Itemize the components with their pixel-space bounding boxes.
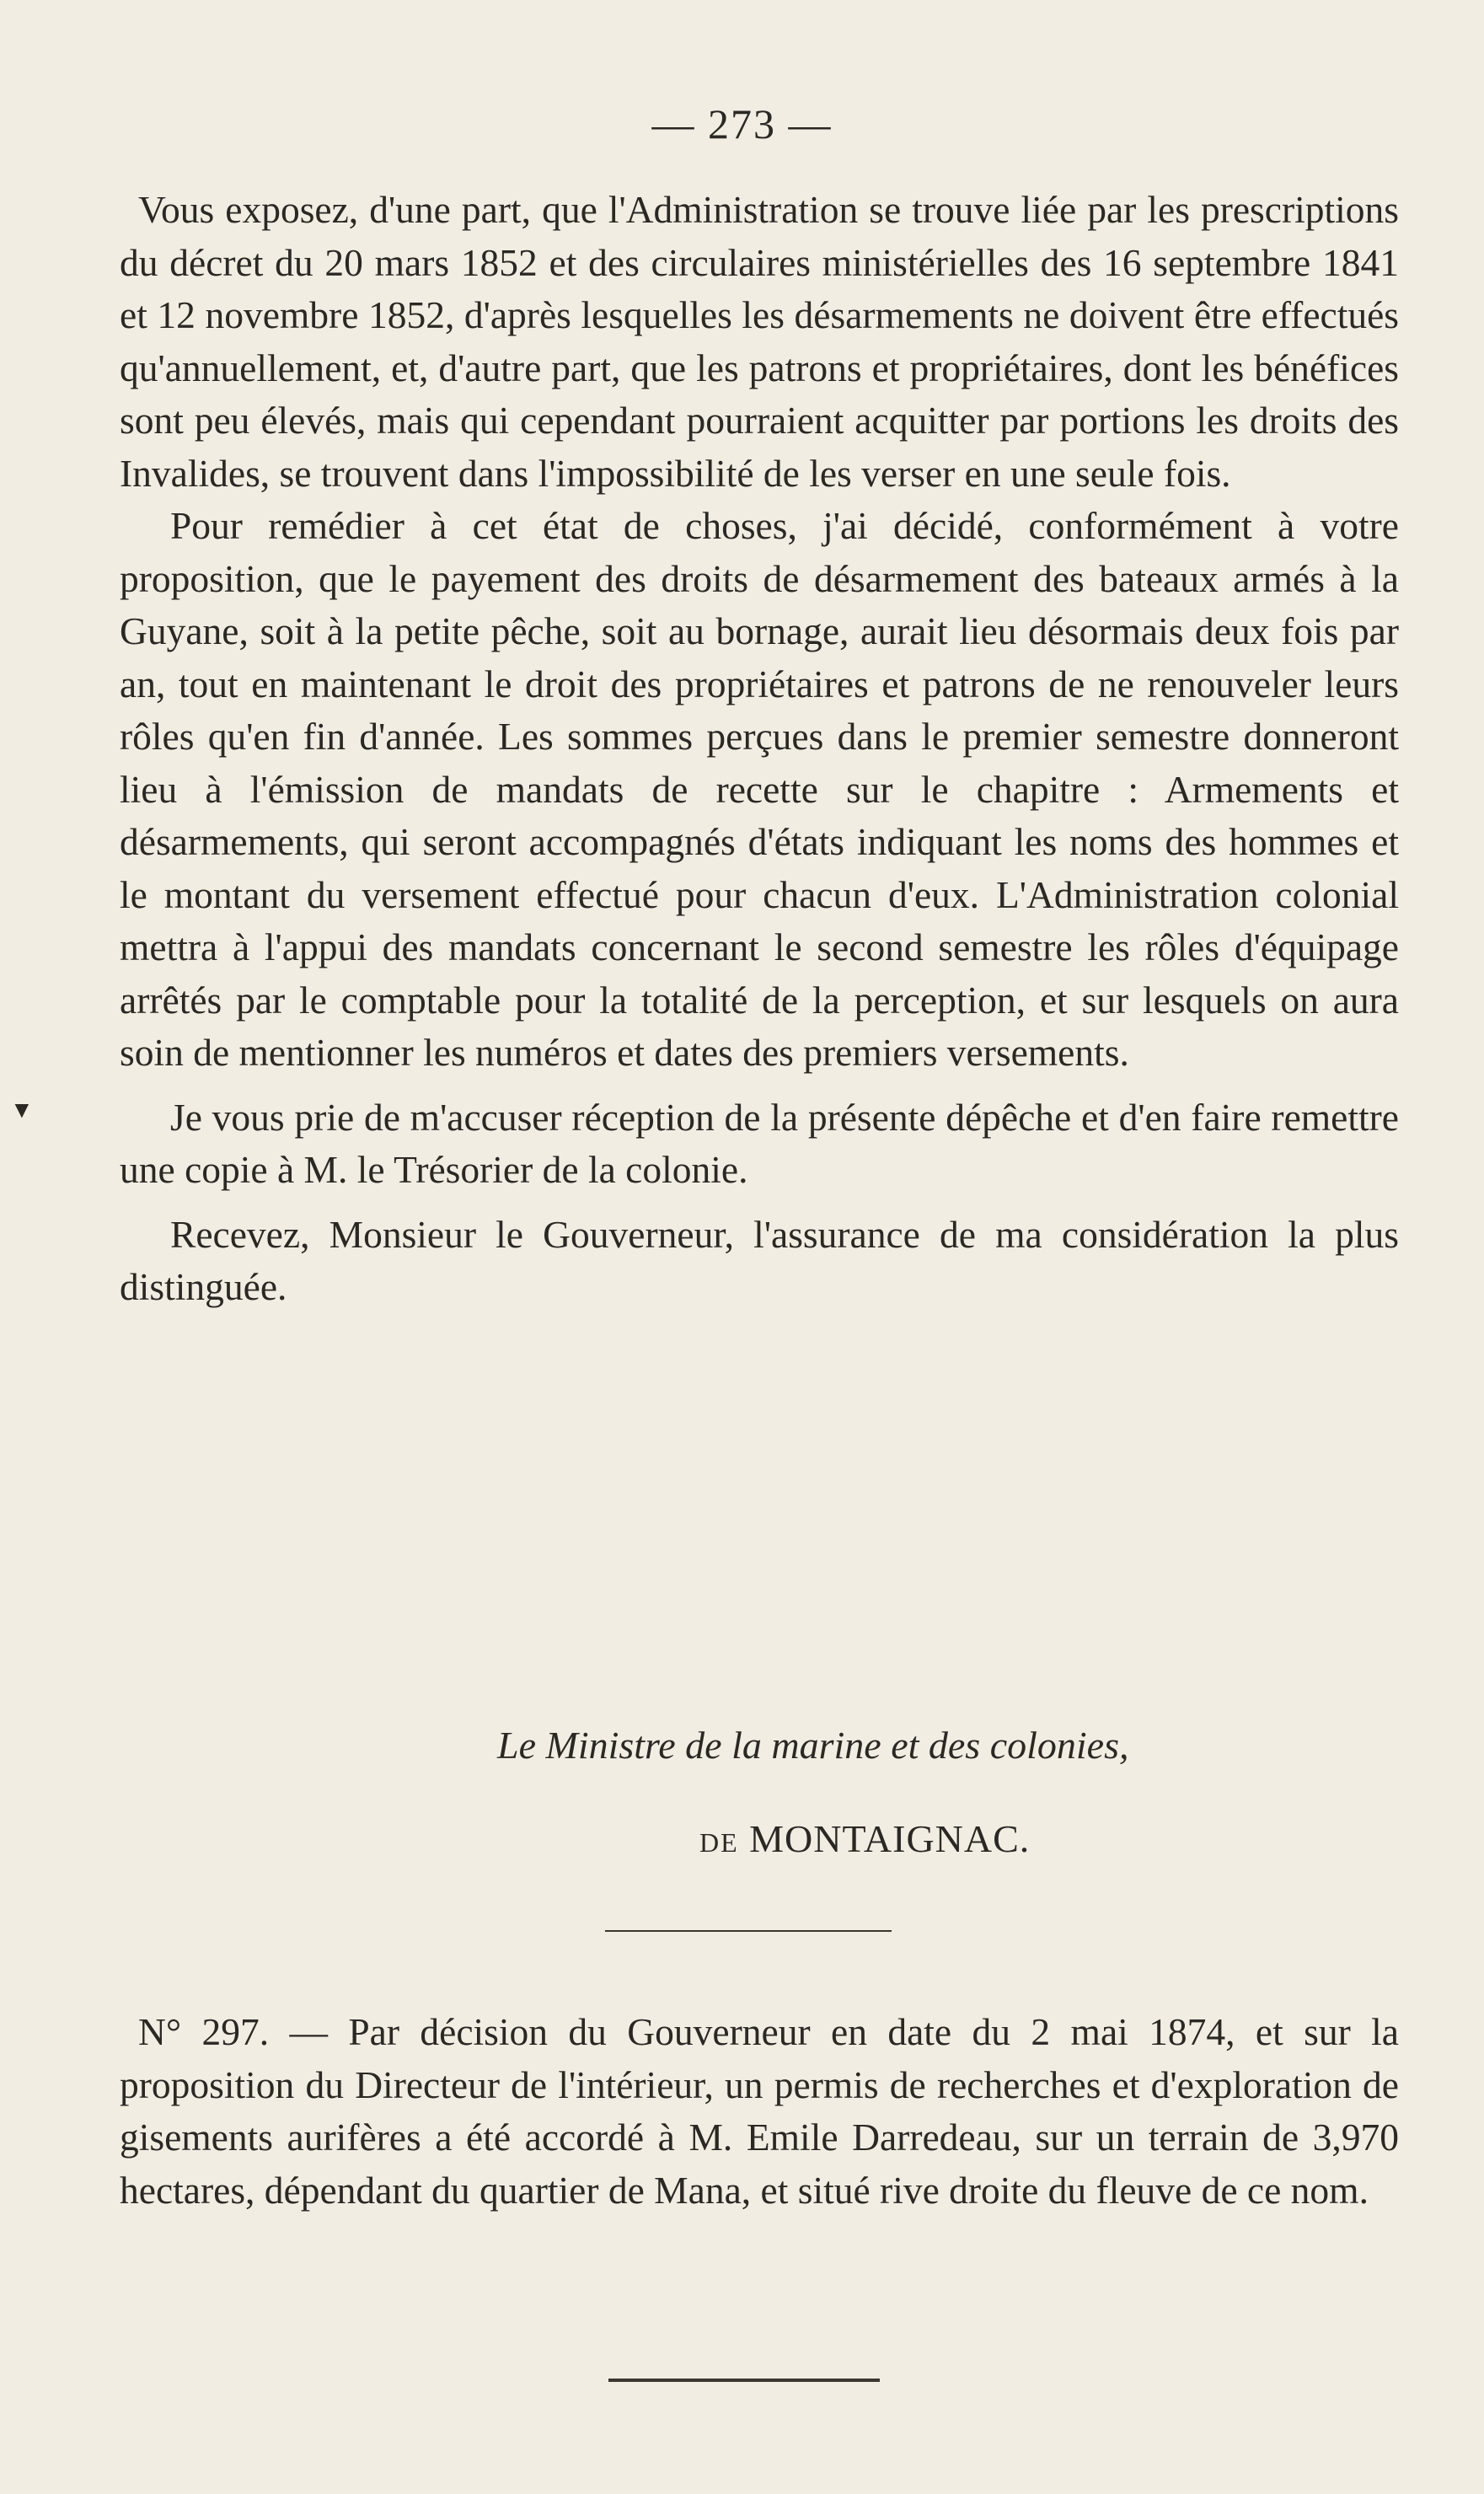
margin-mark-icon: ▼ [10, 1097, 34, 1124]
letter-body [120, 184, 1399, 1314]
paragraph-closing: Recevez, Monsieur le Gouverneur, l'assurance de ma considération la plus distinguée. [120, 1212, 1399, 1308]
signature-title: Le Ministre de la marine et des colonies, [497, 1724, 1129, 1767]
paragraph-exposition: Vous exposez, d'une part, que l'Administration se trouve liée par les prescriptions du décret du 20 mars 1852 et des circulaires ministérielles des 16 septembre 1841 et 12 novembre 1852, d'après lesquelles les désarmements ne doivent être effectués qu'annuellement, et, d'autre part, que les patrons et propriétaires, dont les bénéfices sont peu élevés, mais qui cependant pourraient acquitter par portions les droits des Invalides, se trouvent dans l'impossibilité de les verser en une seule fois. [120, 188, 1399, 495]
signature-name-prefix: DE [699, 1827, 739, 1858]
signature-name-text: MONTAIGNAC. [749, 1817, 1031, 1860]
decision-notice [120, 2006, 1399, 2217]
paragraph-decision: Pour remédier à cet état de choses, j'ai décidé, conformément à votre proposition, que le payement des droits de désarmement des bateaux armés à la Guyane, soit à la petite pêche, soit au bornage, aurait lieu désormais deux fois par an, tout en maintenant le droit des propriétaires et patrons de ne renouveler leurs rôles qu'en fin d'année. Les sommes perçues dans le premier semestre donneront lieu à l'émission de mandats de recette sur le chapitre : Armements et désarmements, qui seront accompagnés d'états indiquant les noms des hommes et le montant du versement effectué pour chacun d'eux. L'Administration colonial mettra à l'appui des mandats concernant le second semestre les rôles d'équipage arrêtés par le comptable pour la totalité de la perception, et sur lesquels on aura soin de mentionner les numéros et dates des premiers versements. [120, 504, 1399, 1074]
section-divider [605, 1930, 892, 1932]
signature-name [699, 1816, 1030, 1861]
page-number: — 273 — [651, 100, 833, 147]
end-divider [608, 2379, 880, 2382]
decision-text: N° 297. — Par décision du Gouverneur en date du 2 mai 1874, et sur la proposition du Directeur de l'intérieur, un permis de recherches et d'exploration de gisements aurifères a été accordé à M. Emile Darredeau, sur un terrain de 3,970 hectares, dépendant du quartier de Mana, et situé rive droite du fleuve de ce nom. [120, 2010, 1399, 2212]
paragraph-request: Je vous prie de m'accuser réception de la présente dépêche et d'en faire remettre une copie à M. le Trésorier de la colonie. [120, 1095, 1399, 1191]
